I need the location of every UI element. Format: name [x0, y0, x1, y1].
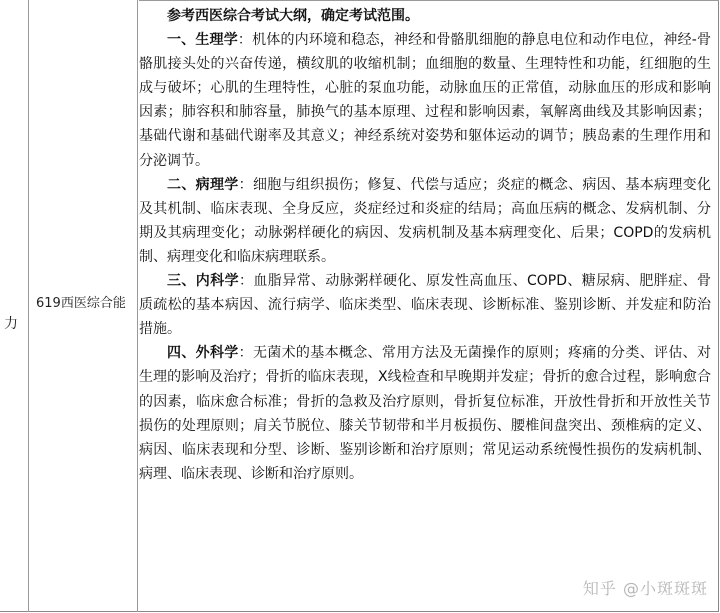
section-surgery [139, 341, 711, 486]
section-title: 二、病理学 [167, 176, 239, 193]
section-physiology [139, 28, 711, 173]
section-text: ：机体的内环境和稳态，神经和骨骼肌细胞的静息电位和动作电位，神经-骨骼肌接头处的兴奋传递，横纹肌的收缩机制；血细胞的数量、生理特性和功能，红细胞的生成与破坏；心肌的生理特性，心脏的泵血功能，动脉血压的正常值，动脉血压的形成和影响因素；肺容积和肺容量，肺换气的基本原理、过程和影响因素，氧解离曲线及其影响因素；基础代谢和基础代谢率及其意义；神经系统对姿势和躯体运动的调节；胰岛素的生理作用和分泌调节。 [139, 32, 711, 169]
subject-name-tail: 力 [4, 316, 18, 332]
section-title: 一、生理学 [167, 32, 238, 49]
section-text: ：无菌术的基本概念、常用方法及无菌操作的原则；疼痛的分类、评估、对生理的影响及治疗；骨折的临床表现，X线检查和早晚期并发症；骨折的愈合过程，影响愈合的因素，临床愈合标准；骨折的急救及治疗原则，骨折复位标准，开放性骨折和开放性关节损伤的处理原则；肩关节脱位、膝关节韧带和半月板损伤、腰椎间盘突出、颈椎病的定义、病因、临床表现和分型、诊断、鉴别诊断和治疗原则；常见运动系统慢性损伤的发病机制、病理、临床表现、诊断和治疗原则。 [139, 345, 712, 482]
section-text: ：细胞与组织损伤；修复、代偿与适应；炎症的概念、病因、基本病理变化及其机制、临床表现、全身反应，炎症经过和炎症的结局；高血压病的概念、发病机制、分期及其病理变化；动脉粥样硬化的病因、发病机制及基本病理变化、后果；COPD的发病机制、病理变化和临床病理联系。 [139, 176, 712, 265]
section-text: ：血脂异常、动脉粥样硬化、原发性高血压、COPD、糖尿病、肥胖症、骨质疏松的基本病因、流行病学、临床类型、临床表现、诊断标准、鉴别诊断、并发症和防治措施。 [139, 273, 711, 338]
section-title: 三、内科学 [167, 273, 239, 290]
subject-name: 619西医综合能 [36, 296, 126, 311]
column-divider [137, 0, 138, 612]
section-internal-medicine [139, 269, 711, 341]
watermark: 知乎 @小斑斑斑 [582, 579, 708, 598]
syllabus-content [139, 0, 711, 612]
section-title: 四、外科学 [167, 345, 239, 362]
syllabus-intro: 参考西医综合考试大纲，确定考试范围。 [167, 8, 419, 24]
section-pathology [139, 173, 711, 269]
left-narrow-cell [0, 0, 28, 612]
